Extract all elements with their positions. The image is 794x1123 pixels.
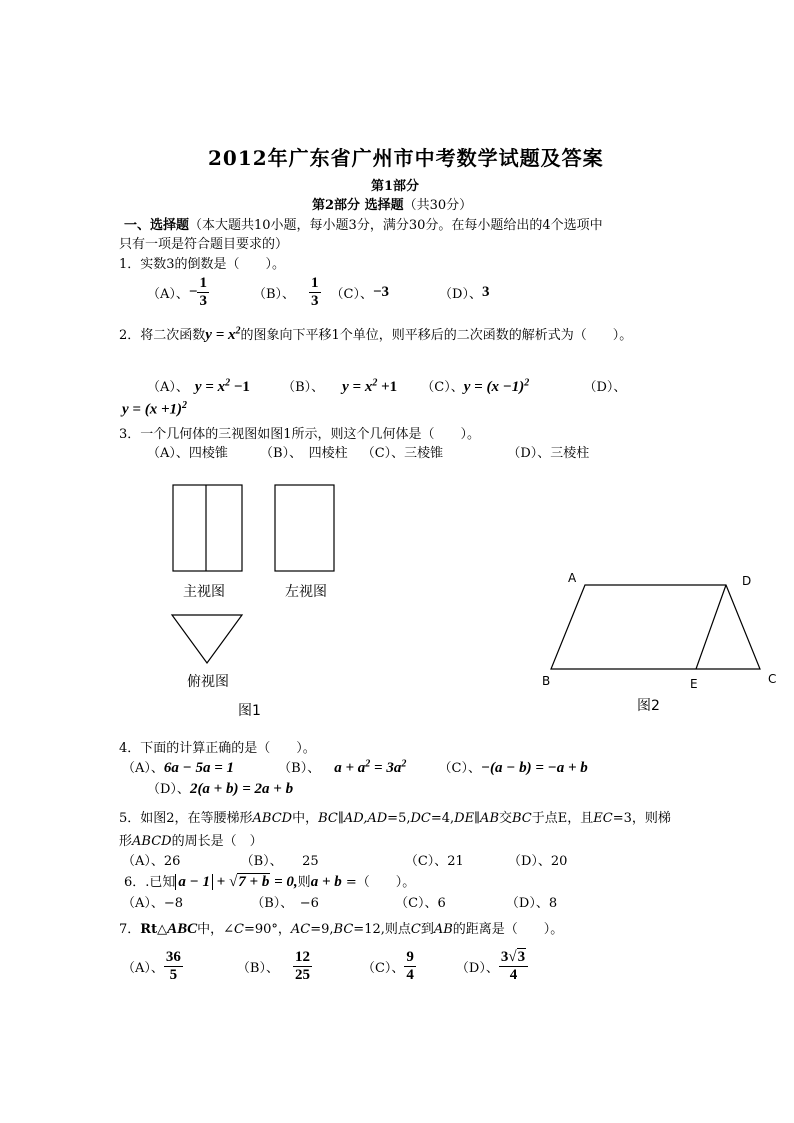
- q7-text: 7．: [119, 922, 141, 937]
- radical-coefficient: 3: [500, 948, 509, 965]
- q3-stem: 3．一个几何体的三视图如图1所示，则这个几何体是（ ）。: [119, 427, 481, 442]
- q1-option-a-label: （A）、: [147, 286, 189, 302]
- q7-text: =9,: [310, 922, 334, 937]
- q2-option-a-exponent: 2: [225, 377, 231, 389]
- q1-options: [147, 270, 489, 314]
- q7-math: BC: [333, 922, 354, 937]
- q6-text: =（ ）。: [341, 875, 416, 890]
- q6-equals-zero: = 0,: [270, 874, 298, 890]
- q7-math: AC: [290, 922, 311, 937]
- fraction-denominator: 3: [311, 292, 319, 309]
- q7-rt: Rt△: [140, 922, 168, 937]
- q4-option-b-mid: = 3a: [370, 760, 402, 776]
- q6-square-root: 7 + b: [238, 874, 270, 890]
- q6-stem: 6．.已知 a − 1 + √7 + b = 0,则a + b =（ ）。: [124, 874, 416, 890]
- q5-math: EC: [593, 811, 613, 826]
- q2-option-b-exponent: 2: [372, 377, 378, 389]
- q5-option-a: （A）、26: [122, 854, 181, 869]
- q5-text: 于点E，且: [531, 811, 594, 826]
- section-1-desc-line1: （本大题共10小题，每小题3分，满分30分。在每小题给出的4个选项中: [189, 218, 603, 233]
- q7-math: C: [234, 922, 244, 937]
- q5-text: 形: [119, 834, 133, 849]
- q4-option-a-value: 6a − 5a = 1: [163, 760, 235, 776]
- q7-option-a-fraction: [164, 949, 183, 984]
- part-1-heading: 第1部分: [371, 179, 420, 194]
- fraction-numerator: 12: [294, 948, 310, 965]
- q3-option-b: （B）、 四棱柱: [260, 446, 348, 461]
- front-view-rect: [173, 485, 242, 571]
- section-1-desc-line2: 只有一项是符合题目要求的）: [119, 237, 289, 252]
- q6-text: 则: [297, 875, 311, 890]
- left-view-rect: [275, 485, 334, 571]
- q6-expression: a + b: [310, 874, 342, 890]
- q2-stem: [119, 324, 632, 344]
- q5-math: DE∥AB: [454, 811, 499, 826]
- q5-text: 的周长是（ ）: [171, 834, 263, 849]
- q7-option-b-label: （B）、: [236, 960, 279, 976]
- q2-option-c-value: y = (x −1): [463, 379, 525, 395]
- q2-option-d-label: （D）、: [583, 380, 627, 395]
- q2-stem-exponent: 2: [235, 325, 241, 337]
- q6-text: 6．.已知: [124, 875, 176, 890]
- q4-option-d-value: 2(a + b) = 2a + b: [189, 781, 294, 797]
- q7-option-c-fraction: [404, 949, 416, 984]
- q2-stem-function: y = x: [205, 327, 236, 343]
- q5-math: BC∥AD,AD: [318, 811, 388, 826]
- q7-math: AB: [433, 922, 453, 937]
- section-1-intro: [124, 214, 603, 233]
- q4-option-d-label: （D）、: [147, 782, 190, 797]
- front-view-label: 主视图: [183, 584, 225, 600]
- q1-option-d-value: 3: [481, 283, 490, 300]
- q2-options-row: [147, 376, 626, 396]
- q4-option-c-value: −(a − b) = −a + b: [480, 760, 588, 776]
- fraction-denominator: 4: [509, 966, 518, 983]
- fraction-numerator: 1: [311, 274, 319, 291]
- q6-option-b: （B）、 −6: [251, 896, 319, 911]
- q1-option-a-fraction: [197, 275, 209, 310]
- page-title: 2012年广东省广州市中考数学试题及答案: [208, 146, 604, 170]
- q4-options-row2: [147, 778, 293, 798]
- q7-math: C: [410, 922, 421, 937]
- q2-option-b-tail: +1: [377, 379, 398, 395]
- q5-stem-line1: [119, 807, 671, 826]
- q7-option-c-label: （C）、: [361, 960, 405, 976]
- fraction-denominator: 4: [406, 966, 414, 983]
- q4-options-row1: [122, 757, 588, 777]
- q7-text: =12,则点: [353, 922, 411, 937]
- fraction-denominator: 25: [294, 966, 310, 983]
- fraction-numerator: 36: [165, 948, 181, 965]
- left-view-label: 左视图: [285, 584, 327, 600]
- q1-stem: 1．实数3的倒数是（ ）。: [119, 257, 286, 272]
- top-view-triangle: [172, 615, 242, 663]
- q3-option-c: （C）、三棱锥: [361, 446, 444, 461]
- q5-text: 交: [499, 811, 513, 826]
- fraction-denominator: 3: [199, 292, 207, 309]
- fraction-numerator: 9: [406, 948, 414, 965]
- q7-text: 到: [420, 922, 434, 937]
- point-a-label: A: [568, 571, 577, 585]
- q4-option-b-exponent-2: 2: [401, 758, 407, 770]
- radicand: 3: [517, 948, 526, 965]
- point-d-label: D: [742, 574, 752, 588]
- q5-text: =5,: [387, 811, 411, 826]
- q6-options: [122, 892, 557, 911]
- q4-option-b-value: a + a: [334, 760, 366, 776]
- q5-text: 中，: [292, 811, 319, 826]
- q5-option-c: （C）、21: [404, 854, 464, 869]
- figure-1-caption: 图1: [238, 703, 261, 719]
- q2-stem-post: 的图象向下平移1个单位，则平移后的二次函数的解析式为（ ）。: [240, 328, 633, 343]
- q5-options: [122, 850, 567, 869]
- q5-text: 5．如图2，在等腰梯形: [119, 811, 253, 826]
- q2-option-a-tail: −1: [230, 379, 250, 395]
- q6-absolute-value: a − 1: [175, 874, 213, 890]
- q4-stem: 4．下面的计算正确的是（ ）。: [119, 741, 316, 756]
- fraction-numerator: 1: [199, 274, 207, 291]
- part-2-score: （共30分）: [403, 198, 473, 213]
- q4-option-a-label: （A）、: [122, 761, 164, 776]
- q5-stem-line2: [119, 830, 263, 849]
- q6-option-c: （C）、6: [395, 896, 446, 911]
- q5-option-b: （B）、 25: [240, 854, 319, 869]
- q2-option-d-value-row: [122, 400, 187, 418]
- q3-option-d: （D）、三棱柱: [507, 446, 590, 461]
- q5-math: BC: [512, 811, 532, 826]
- q2-option-c-exponent: 2: [524, 377, 530, 389]
- point-c-label: C: [768, 672, 777, 686]
- q1-option-c-value: −3: [372, 283, 390, 300]
- q2-stem-pre: 2．将二次函数: [119, 328, 206, 343]
- q5-math: DC: [410, 811, 431, 826]
- q6-option-d: （D）、8: [505, 896, 558, 911]
- q2-option-c-label: （C）、: [421, 380, 464, 395]
- part-2-heading: [312, 194, 472, 213]
- point-b-label: B: [542, 674, 551, 688]
- q2-option-d-exponent: 2: [182, 400, 187, 411]
- q2-option-b-label: （B）、: [282, 380, 325, 395]
- q4-option-b-label: （B）、: [278, 761, 321, 776]
- figure-2: [530, 565, 790, 720]
- q4-option-c-label: （C）、: [438, 761, 481, 776]
- q5-math: ABCD: [132, 834, 172, 849]
- q1-option-a-sign: −: [188, 283, 198, 300]
- q4-option-b-exponent: 2: [365, 758, 371, 770]
- q5-option-d: （D）、20: [507, 854, 568, 869]
- q2-option-d-value: y = (x +1): [122, 401, 182, 418]
- q7-option-b-fraction: [293, 949, 312, 984]
- q7-option-d-label: （D）、: [455, 960, 499, 976]
- q1-option-b-label: （B）、: [252, 286, 296, 302]
- q3-options: [147, 442, 589, 461]
- q3-option-a: （A）、四棱锥: [147, 446, 228, 461]
- q7-options: [122, 944, 528, 988]
- q2-option-b-value: y = x: [342, 379, 373, 395]
- figure-2-caption: 图2: [637, 698, 660, 714]
- q7-option-a-label: （A）、: [122, 960, 164, 976]
- q6-plus: +: [213, 874, 230, 890]
- trapezoid-abcd: [551, 585, 760, 669]
- segment-de: [696, 585, 726, 669]
- q5-text: =3，则梯: [612, 811, 671, 826]
- q1-option-b-fraction: [309, 275, 321, 310]
- q7-option-d-fraction: [499, 949, 528, 984]
- q1-option-d-label: （D）、: [439, 286, 482, 302]
- q6-option-a: （A）、−8: [122, 896, 184, 911]
- q5-math: ABCD: [252, 811, 293, 826]
- q7-text: 中，∠: [197, 922, 235, 937]
- q2-option-a-value: y = x: [194, 379, 226, 395]
- q7-text: =90°，: [243, 922, 291, 937]
- q2-option-a-label: （A）、: [147, 380, 189, 395]
- part-2-label: 第2部分 选择题: [312, 198, 404, 213]
- q5-text: =4,: [430, 811, 455, 826]
- q7-text: 的距离是（ ）。: [452, 922, 564, 937]
- q7-stem: [119, 918, 563, 938]
- q1-option-c-label: （C）、: [330, 286, 373, 302]
- fraction-denominator: 5: [169, 966, 178, 983]
- top-view-label: 俯视图: [187, 674, 229, 690]
- point-e-label: E: [690, 677, 698, 691]
- section-1-heading: 一、选择题: [124, 218, 190, 233]
- fraction-numerator: 3√3: [499, 949, 528, 967]
- q7-triangle: ABC: [167, 921, 198, 937]
